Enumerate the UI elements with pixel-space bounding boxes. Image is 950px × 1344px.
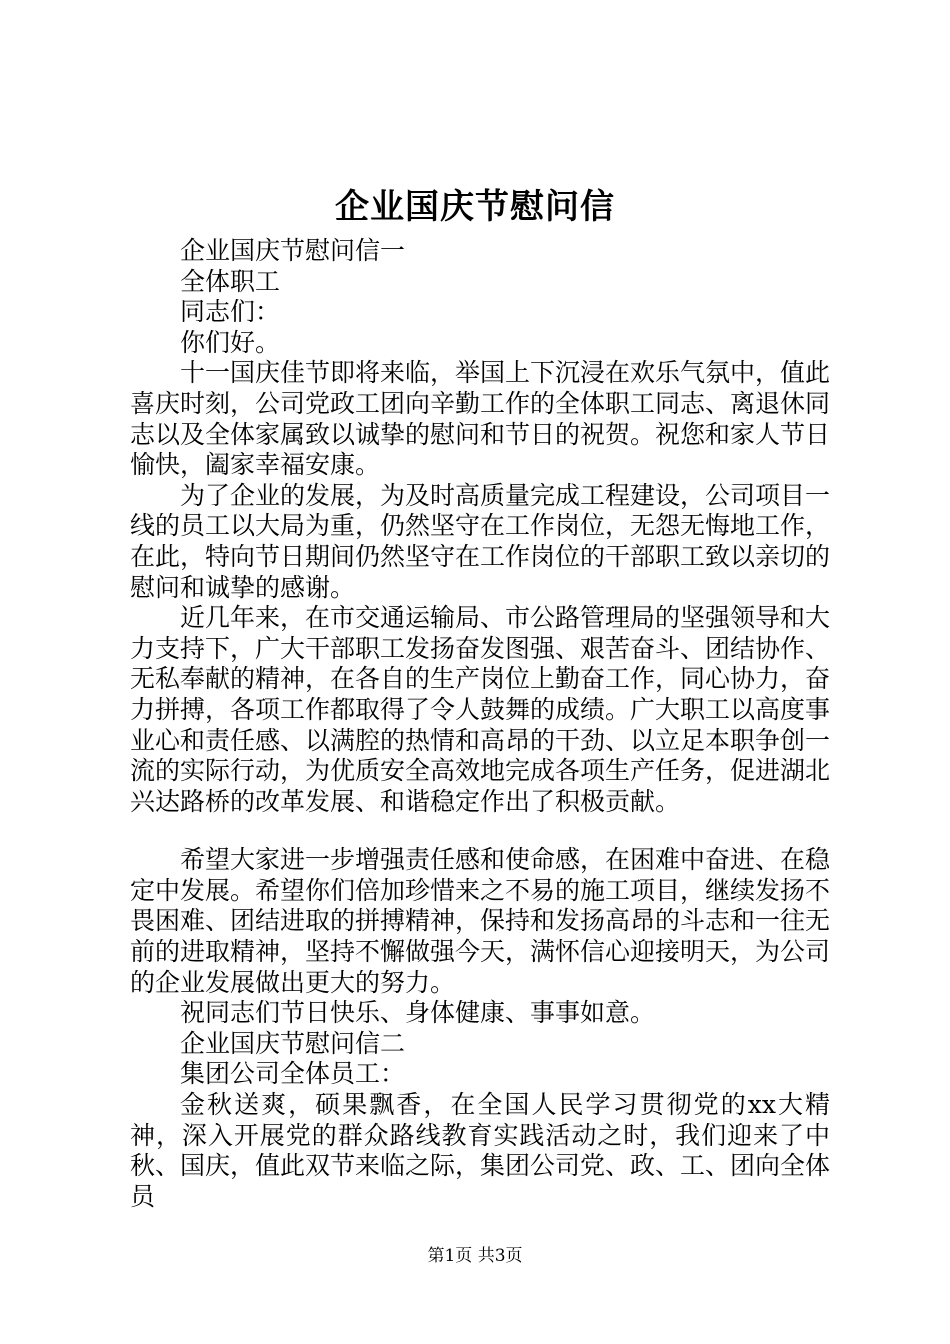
paragraph: 金秋送爽，硕果飘香，在全国人民学习贯彻党的xx大精神，深入开展党的群众路线教育实践活动之时，我们迎来了中秋、国庆，值此双节来临之际，集团公司党、政、工、团向全体员	[130, 1090, 831, 1211]
paragraph-gap	[130, 817, 830, 845]
paragraph: 企业国庆节慰问信二	[180, 1028, 406, 1058]
paragraph: 希望大家进一步增强责任感和使命感，在困难中奋进、在稳定中发展。希望你们倍加珍惜来之不易的施工项目，继续发扬不畏困难、团结进取的拼搏精神，保持和发扬高昂的斗志和一往无前的进取精神，坚持不懈做强今天，满怀信心迎接明天，为公司的企业发展做出更大的努力。	[130, 845, 831, 997]
document-body	[130, 236, 830, 1212]
paragraph: 祝同志们节日快乐、身体健康、事事如意。	[180, 998, 656, 1028]
paragraph: 近几年来，在市交通运输局、市公路管理局的坚强领导和大力支持下，广大干部职工发扬奋发图强、艰苦奋斗、团结协作、无私奉献的精神，在各自的生产岗位上勤奋工作，同心协力，奋力拼搏，各项工作都取得了令人鼓舞的成绩。广大职工以高度事业心和责任感、以满腔的热情和高昂的干劲、以立足本职争创一流的实际行动，为优质安全高效地完成各项生产任务，促进湖北兴达路桥的改革发展、和谐稳定作出了积极贡献。	[130, 603, 831, 816]
paragraph: 你们好。	[180, 327, 281, 357]
page-title: 企业国庆节慰问信	[335, 187, 615, 227]
page-footer: 第1页 共3页	[427, 1246, 523, 1266]
paragraph: 为了企业的发展，为及时高质量完成工程建设，公司项目一线的员工以大局为重，仍然坚守在工作岗位，无怨无悔地工作，在此，特向节日期间仍然坚守在工作岗位的干部职工致以亲切的慰问和诚挚的感谢。	[130, 480, 831, 602]
paragraph: 十一国庆佳节即将来临，举国上下沉浸在欢乐气氛中，值此喜庆时刻，公司党政工团向辛勤工作的全体职工同志、离退休同志以及全体家属致以诚挚的慰问和节日的祝贺。祝您和家人节日愉快，阖家幸福安康。	[130, 358, 831, 480]
paragraph: 企业国庆节慰问信一	[180, 236, 406, 265]
paragraph: 集团公司全体员工：	[180, 1059, 406, 1089]
paragraph: 同志们：	[180, 297, 281, 327]
paragraph: 全体职工	[180, 266, 281, 296]
